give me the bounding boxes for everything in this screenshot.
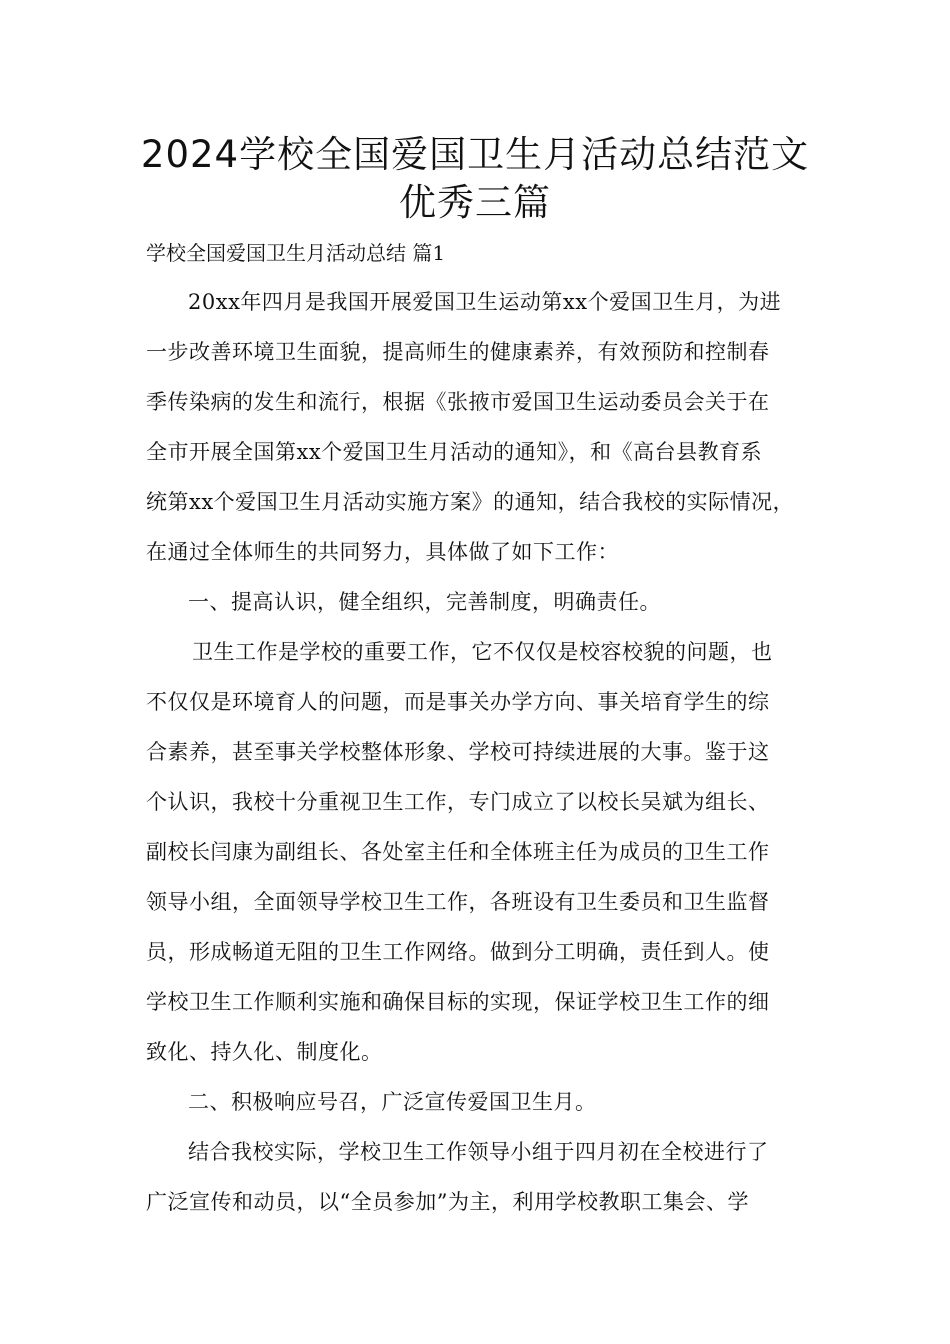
body-line: 统第xx个爱国卫生月活动实施方案》的通知，结合我校的实际情况， — [146, 490, 795, 514]
body-line: 结合我校实际，学校卫生工作领导小组于四月初在全校进行了 — [188, 1140, 769, 1164]
section-heading: 学校全国爱国卫生月活动总结 篇1 — [146, 241, 446, 265]
body-line: 季传染病的发生和流行，根据《张掖市爱国卫生运动委员会关于在 — [146, 390, 770, 414]
section-heading-1: 一、提高认识，健全组织，完善制度，明确责任。 — [188, 590, 661, 614]
body-line: 合素养，甚至事关学校整体形象、学校可持续进展的大事。鉴于这 — [146, 740, 770, 764]
body-line: 副校长闫康为副组长、各处室主任和全体班主任为成员的卫生工作 — [146, 840, 770, 864]
body-line: 领导小组，全面领导学校卫生工作，各班设有卫生委员和卫生监督 — [146, 890, 770, 914]
body-line: 广泛宣传和动员，以“全员参加”为主，利用学校教职工集会、学 — [146, 1190, 749, 1214]
body-line: 20xx年四月是我国开展爱国卫生运动第xx个爱国卫生月，为进 — [188, 290, 782, 314]
document-title-line-1: 2024学校全国爱国卫生月活动总结范文 — [140, 133, 810, 176]
body-line: 致化、持久化、制度化。 — [146, 1040, 383, 1064]
body-line: 员，形成畅道无阻的卫生工作网络。做到分工明确，责任到人。使 — [146, 940, 770, 964]
body-line: 学校卫生工作顺利实施和确保目标的实现，保证学校卫生工作的细 — [146, 990, 770, 1014]
body-line: 在通过全体师生的共同努力，具体做了如下工作： — [146, 540, 619, 564]
body-line: 全市开展全国第xx个爱国卫生月活动的通知》，和《高台县教育系 — [146, 440, 763, 464]
document-title-line-2: 优秀三篇 — [399, 181, 551, 224]
body-line: 不仅仅是环境育人的问题，而是事关办学方向、事关培育学生的综 — [146, 690, 770, 714]
section-heading-2: 二、积极响应号召，广泛宣传爱国卫生月。 — [188, 1090, 597, 1114]
body-line: 一步改善环境卫生面貌，提高师生的健康素养，有效预防和控制春 — [146, 340, 770, 364]
body-line: 个认识，我校十分重视卫生工作，专门成立了以校长吴斌为组长、 — [146, 790, 770, 814]
body-line: 卫生工作是学校的重要工作，它不仅仅是校容校貌的问题，也 — [192, 640, 773, 664]
